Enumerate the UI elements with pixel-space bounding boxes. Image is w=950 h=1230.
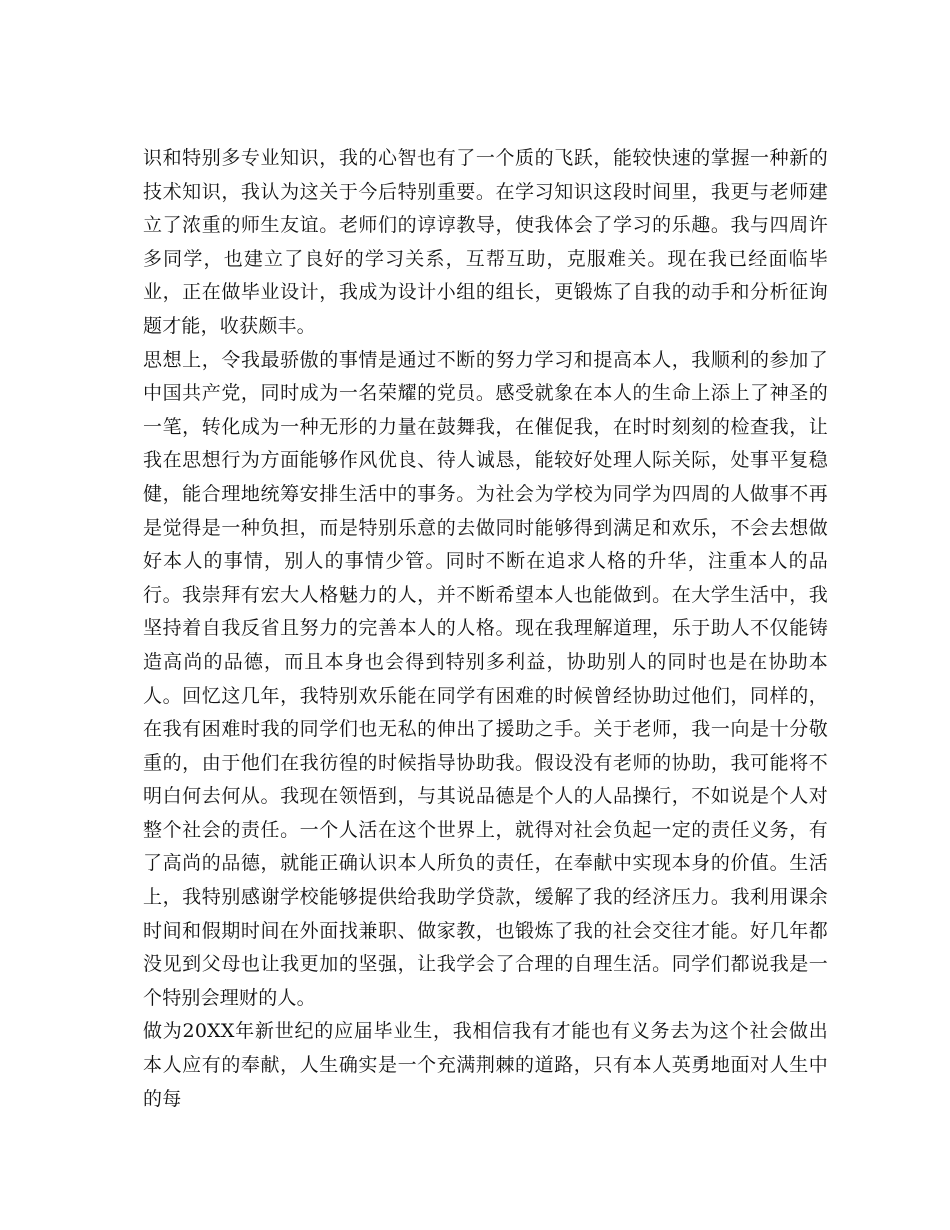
- paragraph-study: 识和特别多专业知识，我的心智也有了一个质的飞跃，能较快速的掌握一种新的技术知识，我认为这关于今后特别重要。在学习知识这段时间里，我更与老师建立了浓重的师生友谊。老师们的谆谆教导，使我体会了学习的乐趣。我与四周许多同学，也建立了良好的学习关系，互帮互助，克服难关。现在我已经面临毕业，正在做毕业设计，我成为设计小组的组长，更锻炼了自我的动手和分析征询题才能，收获颇丰。: [143, 147, 828, 337]
- document-body: [143, 142, 828, 1116]
- paragraph-graduate: 做为20XX年新世纪的应届毕业生，我相信我有才能也有义务去为这个社会做出本人应有的奉献，人生确实是一个充满荆棘的道路，只有本人英勇地面对人生中的每: [143, 1020, 828, 1110]
- paragraph-thought: 思想上，令我最骄傲的事情是通过不断的努力学习和提高本人，我顺利的参加了中国共产党，同时成为一名荣耀的党员。感受就象在本人的生命上添上了神圣的一笔，转化成为一种无形的力量在鼓舞我，在催促我，在时时刻刻的检查我，让我在思想行为方面能够作风优良、待人诚恳，能较好处理人际关际，处事平复稳健，能合理地统筹安排生活中的事务。为社会为学校为同学为四周的人做事不再是觉得是一种负担，而是特别乐意的去做同时能够得到满足和欢乐，不会去想做好本人的事情，别人的事情少管。同时不断在追求人格的升华，注重本人的品行。我崇拜有宏大人格魅力的人，并不断希望本人也能做到。在大学生活中，我坚持着自我反省且努力的完善本人的人格。现在我理解道理，乐于助人不仅能铸造高尚的品德，而且本身也会得到特别多利益，协助别人的同时也是在协助本人。回忆这几年，我特别欢乐能在同学有困难的时候曾经协助过他们，同样的，在我有困难时我的同学们也无私的伸出了援助之手。关于老师，我一向是十分敬重的，由于他们在我彷徨的时候指导协助我。假设没有老师的协助，我可能将不明白何去何从。我现在领悟到，与其说品德是个人的人品操行，不如说是个人对整个社会的责任。一个人活在这个世界上，就得对社会负起一定的责任义务，有了高尚的品德，就能正确认识本人所负的责任，在奉献中实现本身的价值。生活上，我特别感谢学校能够提供给我助学贷款，缓解了我的经济压力。我利用课余时间和假期时间在外面找兼职、做家教，也锻炼了我的社会交往才能。好几年都没见到父母也让我更加的坚强，让我学会了合理的自理生活。同学们都说我是一个特别会理财的人。: [143, 348, 828, 1009]
